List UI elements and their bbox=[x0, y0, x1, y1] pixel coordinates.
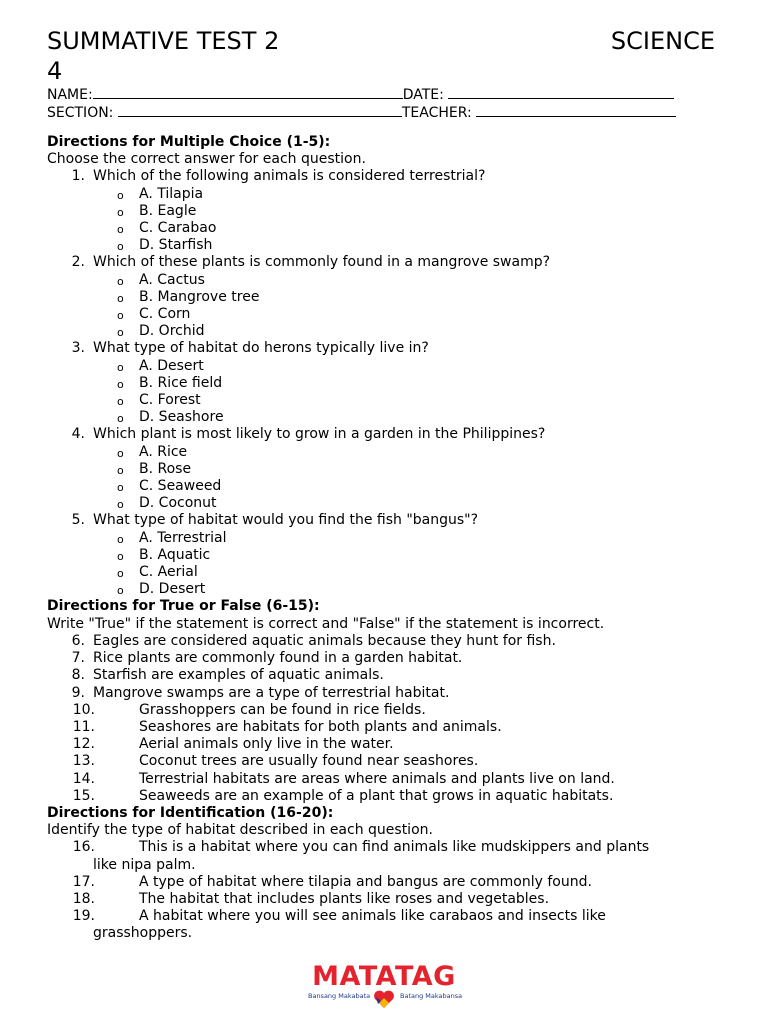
bullet-icon: o bbox=[117, 309, 124, 323]
answer-option: o D. Desert bbox=[47, 581, 715, 598]
tf-heading: Directions for True or False (6-15): bbox=[47, 598, 320, 615]
bullet-icon: o bbox=[117, 360, 124, 374]
bullet-icon: o bbox=[117, 549, 124, 563]
name-blank[interactable] bbox=[93, 86, 403, 99]
mc-question bbox=[47, 168, 715, 254]
bullet-icon: o bbox=[117, 274, 124, 288]
matatag-logo bbox=[304, 962, 464, 1010]
answer-option: o A. Rice bbox=[47, 444, 715, 461]
answer-option: o B. Aquatic bbox=[47, 547, 715, 564]
tf-item: 15. Seaweeds are an example of a plant that grows in aquatic habitats. bbox=[72, 787, 614, 804]
bullet-icon: o bbox=[117, 498, 124, 512]
mc-question bbox=[47, 254, 715, 340]
tf-instruction: Write "True" if the statement is correct and "False" if the statement is incorrect. bbox=[47, 615, 605, 632]
tf-item: 14. Terrestrial habitats are areas where animals and plants live on land. bbox=[72, 770, 615, 787]
bullet-icon: o bbox=[117, 567, 124, 581]
answer-option: o A. Tilapia bbox=[47, 186, 715, 203]
bullet-icon: o bbox=[117, 223, 124, 237]
teacher-blank[interactable] bbox=[476, 104, 676, 117]
bullet-icon: o bbox=[117, 532, 124, 546]
teacher-label: TEACHER: bbox=[401, 105, 472, 121]
date-label: DATE: bbox=[402, 87, 444, 103]
section-blank[interactable] bbox=[118, 104, 402, 117]
answer-option: o C. Carabao bbox=[47, 220, 715, 237]
mc-instruction: Choose the correct answer for each question. bbox=[47, 151, 366, 168]
logo-tagline-left: Bansang Makabata bbox=[308, 992, 371, 1000]
tf-item: 13. Coconut trees are usually found near seashores. bbox=[72, 753, 479, 770]
id-heading: Directions for Identification (16-20): bbox=[47, 804, 334, 821]
tf-item: 7. Rice plants are commonly found in a garden habitat. bbox=[71, 650, 463, 667]
id-item-continuation: grasshoppers. bbox=[93, 925, 193, 942]
answer-option: o A. Cactus bbox=[47, 272, 715, 289]
subject-title: SCIENCE bbox=[610, 27, 715, 55]
id-item: 18. The habitat that includes plants like roses and vegetables. bbox=[72, 890, 550, 907]
tf-item: 9. Mangrove swamps are a type of terrestrial habitat. bbox=[71, 684, 450, 701]
id-list bbox=[47, 839, 715, 942]
name-date-row bbox=[47, 86, 715, 104]
answer-option: o C. Seaweed bbox=[47, 478, 715, 495]
id-item: 17. A type of habitat where tilapia and bangus are commonly found. bbox=[72, 873, 592, 890]
bullet-icon: o bbox=[117, 412, 124, 426]
mc-question-list bbox=[47, 168, 715, 598]
id-item: 16. This is a habitat where you can find animals like mudskippers and plants bbox=[72, 839, 650, 856]
bullet-icon: o bbox=[117, 446, 124, 460]
answer-option: o B. Rose bbox=[47, 461, 715, 478]
answer-option: o B. Mangrove tree bbox=[47, 289, 715, 306]
bullet-icon: o bbox=[117, 481, 124, 495]
answer-option: o A. Desert bbox=[47, 358, 715, 375]
tf-item: 8. Starfish are examples of aquatic animals. bbox=[71, 667, 384, 684]
bullet-icon: o bbox=[117, 377, 124, 391]
mc-question bbox=[47, 512, 715, 598]
answer-option: o B. Rice field bbox=[47, 375, 715, 392]
title-row bbox=[47, 26, 715, 56]
section-label: SECTION: bbox=[47, 105, 114, 121]
answer-option: o C. Forest bbox=[47, 392, 715, 409]
tf-item: 11. Seashores are habitats for both plants and animals. bbox=[72, 718, 502, 735]
section-teacher-row bbox=[47, 104, 715, 122]
name-label: NAME: bbox=[47, 87, 93, 103]
question-text: 4. Which plant is most likely to grow in a garden in the Philippines? bbox=[71, 426, 546, 443]
bullet-icon: o bbox=[117, 205, 124, 219]
bullet-icon: o bbox=[117, 188, 124, 202]
answer-option: o A. Terrestrial bbox=[47, 530, 715, 547]
worksheet-page bbox=[47, 26, 715, 943]
mc-question bbox=[47, 340, 715, 426]
bullet-icon: o bbox=[117, 291, 124, 305]
answer-option: o D. Seashore bbox=[47, 409, 715, 426]
bullet-icon: o bbox=[117, 395, 124, 409]
bullet-icon: o bbox=[117, 463, 124, 477]
answer-option: o C. Aerial bbox=[47, 564, 715, 581]
date-blank[interactable] bbox=[448, 86, 674, 99]
answer-option: o D. Starfish bbox=[47, 237, 715, 254]
id-item: 19. A habitat where you will see animals like carabaos and insects like bbox=[72, 908, 606, 925]
tf-item: 10. Grasshoppers can be found in rice fields. bbox=[72, 701, 426, 718]
question-text: 5. What type of habitat would you find the fish "bangus"? bbox=[71, 512, 479, 529]
bullet-icon: o bbox=[117, 240, 124, 254]
tf-list bbox=[47, 633, 715, 805]
bullet-icon: o bbox=[117, 326, 124, 340]
heart-icon bbox=[372, 988, 396, 1010]
bullet-icon: o bbox=[117, 584, 124, 598]
mc-heading: Directions for Multiple Choice (1-5): bbox=[47, 134, 331, 150]
question-text: 3. What type of habitat do herons typically live in? bbox=[71, 340, 429, 357]
question-text: 2. Which of these plants is commonly found in a mangrove swamp? bbox=[71, 254, 551, 271]
logo-wordmark: MATATAG bbox=[312, 961, 456, 992]
id-item-continuation: like nipa palm. bbox=[93, 856, 196, 873]
answer-option: o B. Eagle bbox=[47, 203, 715, 220]
tf-item: 12. Aerial animals only live in the water. bbox=[72, 736, 394, 753]
grade-number: 4 bbox=[47, 57, 63, 85]
answer-option: o D. Orchid bbox=[47, 323, 715, 340]
answer-option: o C. Corn bbox=[47, 306, 715, 323]
logo-tagline-right: Batang Makabansa bbox=[400, 992, 463, 1000]
mc-question bbox=[47, 426, 715, 512]
tf-item: 6. Eagles are considered aquatic animals because they hunt for fish. bbox=[71, 632, 556, 649]
id-instruction: Identify the type of habitat described in each question. bbox=[47, 822, 433, 839]
question-text: 1. Which of the following animals is considered terrestrial? bbox=[71, 168, 486, 185]
test-title: SUMMATIVE TEST 2 bbox=[47, 27, 280, 55]
answer-option: o D. Coconut bbox=[47, 495, 715, 512]
